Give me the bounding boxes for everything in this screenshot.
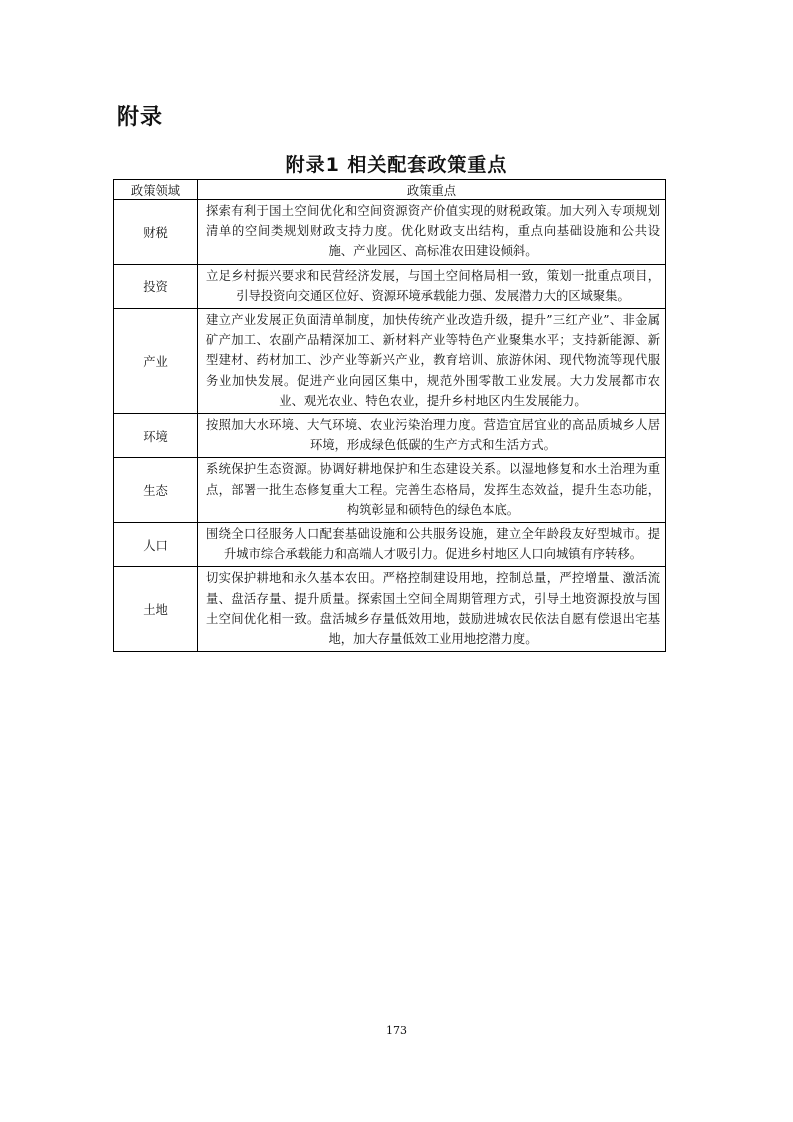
- row-domain: 财税: [114, 200, 198, 265]
- table-header-row: [114, 180, 666, 200]
- table-row: [114, 567, 666, 652]
- table-row: [114, 200, 666, 265]
- table-row: [114, 458, 666, 523]
- row-focus: 系统保护生态资源。协调好耕地保护和生态建设关系。以湿地修复和水土治理为重点，部署一批生态修复重大工程。完善生态格局，发挥生态效益，提升生态功能，构筑彰显和硕特色的绿色本底。: [198, 458, 666, 523]
- row-focus: 切实保护耕地和永久基本农田。严格控制建设用地，控制总量，严控增量、激活流量、盘活存量、提升质量。探索国土空间全周期管理方式，引导土地资源投放与国土空间优化相一致。盘活城乡存量低效用地，鼓励进城农民依法自愿有偿退出宅基地，加大存量低效工业用地挖潜力度。: [198, 567, 666, 652]
- row-domain: 生态: [114, 458, 198, 523]
- row-focus: 立足乡村振兴要求和民营经济发展，与国土空间格局相一致，策划一批重点项目，引导投资向交通区位好、资源环境承载能力强、发展潜力大的区域聚集。: [198, 264, 666, 308]
- policy-table: [113, 179, 666, 652]
- page-number: 173: [386, 1024, 407, 1037]
- header-focus: 政策重点: [198, 180, 666, 200]
- table-row: [114, 264, 666, 308]
- row-domain: 环境: [114, 414, 198, 458]
- table-row: [114, 414, 666, 458]
- row-domain: 人口: [114, 523, 198, 567]
- table-row: [114, 523, 666, 567]
- row-focus: 围绕全口径服务人口配套基础设施和公共服务设施，建立全年龄段友好型城市。提升城市综合承载能力和高端人才吸引力。促进乡村地区人口向城镇有序转移。: [198, 523, 666, 567]
- table-row: [114, 309, 666, 414]
- row-domain: 土地: [114, 567, 198, 652]
- header-domain: 政策领域: [114, 180, 198, 200]
- row-domain: 投资: [114, 264, 198, 308]
- row-domain: 产业: [114, 309, 198, 414]
- row-focus: 按照加大水环境、大气环境、农业污染治理力度。营造宜居宜业的高品质城乡人居环境，形成绿色低碳的生产方式和生活方式。: [198, 414, 666, 458]
- row-focus: 建立产业发展正负面清单制度，加快传统产业改造升级，提升”三红产业”、非金属矿产加工、农副产品精深加工、新材料产业等特色产业聚集水平；支持新能源、新型建材、药材加工、沙产业等新兴产业，教育培训、旅游休闲、现代物流等现代服务业加快发展。促进产业向园区集中，规范外围零散工业发展。大力发展都市农业、观光农业、特色农业，提升乡村地区内生发展能力。: [198, 309, 666, 414]
- row-focus: 探索有利于国土空间优化和空间资源资产价值实现的财税政策。加大列入专项规划清单的空间类规划财政支持力度。优化财政支出结构，重点向基础设施和公共设施、产业园区、高标准农田建设倾斜。: [198, 200, 666, 265]
- table-title: 附录1 相关配套政策重点: [285, 154, 508, 176]
- appendix-heading: 附录: [117, 105, 164, 130]
